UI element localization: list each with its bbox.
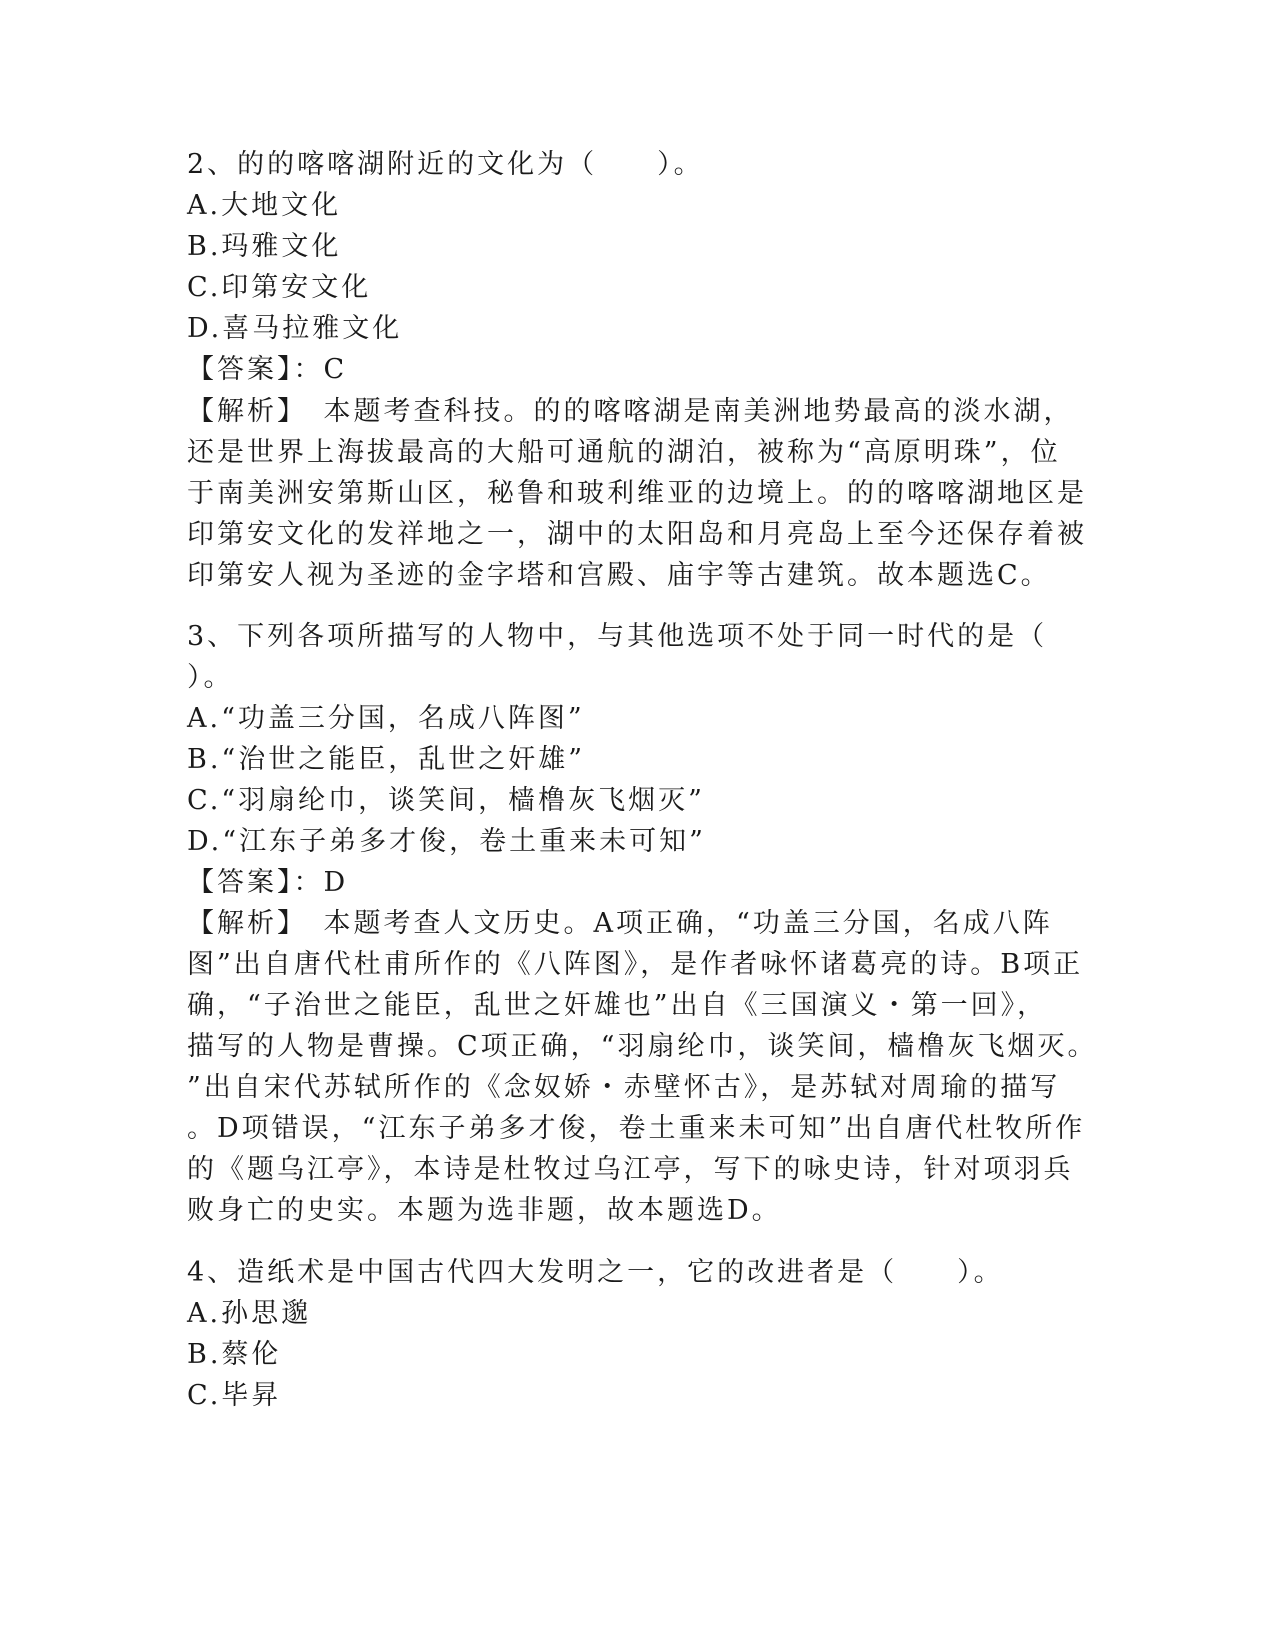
question-2-analysis-line: 【解析】 本题考查科技。的的喀喀湖是南美洲地势最高的淡水湖， bbox=[187, 396, 1074, 427]
question-2-option-d: D.喜马拉雅文化 bbox=[187, 313, 403, 344]
question-2-stem: 2、的的喀喀湖附近的文化为（ ）。 bbox=[187, 149, 704, 180]
question-3-stem: 3、下列各项所描写的人物中，与其他选项不处于同一时代的是（ bbox=[187, 621, 1048, 652]
question-2-analysis-line: 于南美洲安第斯山区，秘鲁和玻利维亚的边境上。的的喀喀湖地区是 bbox=[187, 478, 1087, 509]
question-2-answer: 【答案】：C bbox=[187, 354, 348, 385]
question-3-analysis-line: 。D项错误，“江东子弟多才俊，卷土重来未可知”出自唐代杜牧所作 bbox=[187, 1113, 1086, 1144]
question-3-option-a: A.“功盖三分国，名成八阵图” bbox=[187, 703, 585, 734]
question-3-analysis-line: 描写的人物是曹操。C项正确，“羽扇纶巾，谈笑间，樯橹灰飞烟灭。 bbox=[187, 1031, 1098, 1062]
question-3-stem-cont: ）。 bbox=[187, 662, 234, 693]
question-2-option-b: B.玛雅文化 bbox=[187, 231, 342, 262]
question-2-option-c: C.印第安文化 bbox=[187, 272, 372, 303]
question-4-option-b: B.蔡伦 bbox=[187, 1339, 282, 1370]
question-4-option-a: A.孙思邈 bbox=[187, 1298, 312, 1329]
question-4-stem: 4、造纸术是中国古代四大发明之一，它的改进者是（ ）。 bbox=[187, 1257, 1004, 1288]
question-3-option-b: B.“治世之能臣，乱世之奸雄” bbox=[187, 744, 586, 775]
question-3-option-c: C.“羽扇纶巾，谈笑间，樯橹灰飞烟灭” bbox=[187, 785, 705, 816]
question-2-analysis-line: 印第安文化的发祥地之一，湖中的太阳岛和月亮岛上至今还保存着被 bbox=[187, 519, 1087, 550]
question-2-option-a: A.大地文化 bbox=[187, 190, 342, 221]
question-2-analysis-line: 印第安人视为圣迹的金字塔和宫殿、庙宇等古建筑。故本题选C。 bbox=[187, 560, 1051, 591]
question-3-analysis-line: 败身亡的史实。本题为选非题，故本题选D。 bbox=[187, 1195, 782, 1226]
question-3-option-d: D.“江东子弟多才俊，卷土重来未可知” bbox=[187, 826, 706, 857]
question-3-analysis-line: 的《题乌江亭》，本诗是杜牧过乌江亭，写下的咏史诗，针对项羽兵 bbox=[187, 1154, 1074, 1185]
question-2-analysis-line: 还是世界上海拔最高的大船可通航的湖泊，被称为“高原明珠”，位 bbox=[187, 437, 1061, 468]
question-3-analysis-line: 确，“子治世之能臣，乱世之奸雄也”出自《三国演义・第一回》， bbox=[187, 990, 1048, 1021]
question-3-analysis-line: ”出自宋代苏轼所作的《念奴娇・赤壁怀古》，是苏轼对周瑜的描写 bbox=[187, 1072, 1061, 1103]
question-3-answer: 【答案】：D bbox=[187, 867, 349, 898]
question-3-analysis-line: 【解析】 本题考查人文历史。A项正确，“功盖三分国，名成八阵 bbox=[187, 908, 1053, 939]
question-4-option-c: C.毕昇 bbox=[187, 1380, 282, 1411]
question-3-analysis-line: 图”出自唐代杜甫所作的《八阵图》，是作者咏怀诸葛亮的诗。B项正 bbox=[187, 949, 1084, 980]
